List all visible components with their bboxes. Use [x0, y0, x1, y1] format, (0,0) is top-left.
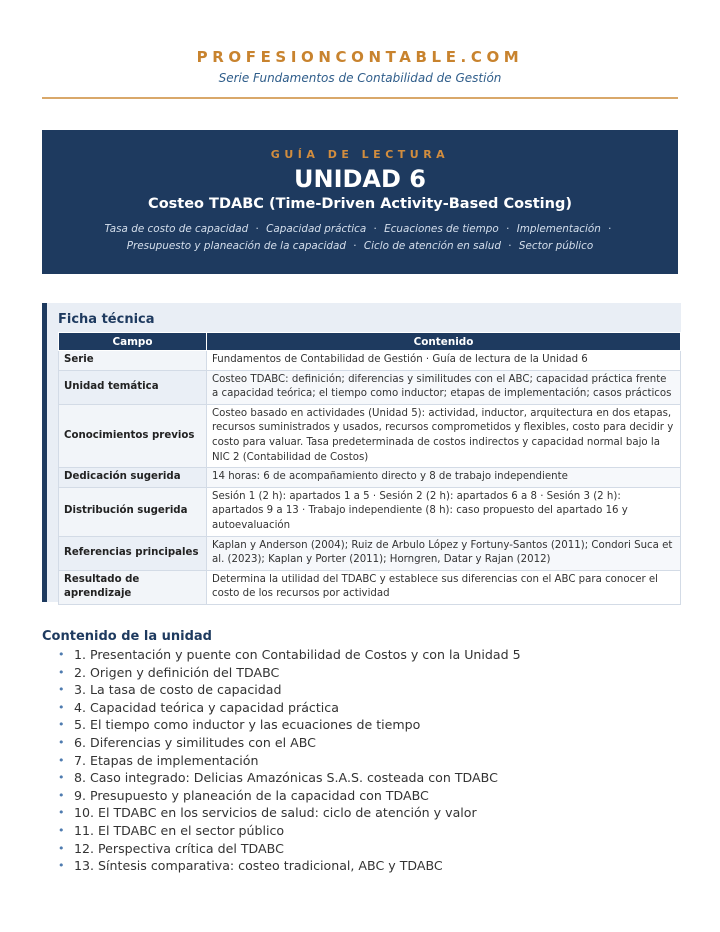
list-item [42, 822, 682, 840]
contenido-cell: 14 horas: 6 de acompañamiento directo y 8 de trabajo independiente [207, 468, 681, 488]
table-row [59, 487, 681, 536]
list-item [42, 840, 682, 858]
bullet-icon: • [58, 788, 65, 802]
topic-tag: Presupuesto y planeación de la capacidad [126, 240, 346, 252]
list-item-text: 9. Presupuesto y planeación de la capacidad con TDABC [74, 787, 429, 803]
list-item [42, 716, 682, 734]
contents-title: Contenido de la unidad [42, 629, 212, 644]
list-item [42, 804, 682, 822]
header-divider [42, 97, 678, 99]
bullet-icon: • [58, 823, 65, 837]
topic-tag: Ciclo de atención en salud [363, 240, 501, 252]
ficha-title: Ficha técnica [58, 312, 155, 327]
bullet-icon: • [58, 735, 65, 749]
table-row [59, 468, 681, 488]
table-row [59, 370, 681, 404]
topic-tag: Implementación [516, 223, 601, 235]
list-item-text: 3. La tasa de costo de capacidad [74, 682, 282, 698]
list-item [42, 664, 682, 682]
bullet-icon: • [58, 859, 65, 873]
bullet-icon: • [58, 806, 65, 820]
site-name: PROFESIONCONTABLE.COM [196, 48, 524, 66]
campo-cell: Dedicación sugerida [59, 468, 207, 488]
column-header-campo: Campo [59, 333, 207, 351]
unit-subtitle: Costeo TDABC (Time-Driven Activity-Based Costing) [148, 196, 572, 212]
list-item-text: 1. Presentación y puente con Contabilidad de Costos y con la Unidad 5 [74, 647, 521, 662]
bullet-icon: • [58, 683, 65, 697]
tag-separator: · [255, 223, 259, 235]
column-header-contenido: Contenido [207, 333, 681, 351]
bullet-icon: • [58, 700, 65, 714]
contents-list [42, 646, 682, 875]
list-item [42, 734, 682, 752]
list-item-text: 6. Diferencias y similitudes con el ABC [74, 734, 316, 750]
campo-cell: Referencias principales [59, 536, 207, 570]
bullet-icon: • [58, 665, 65, 679]
contenido-cell: Fundamentos de Contabilidad de Gestión · Guía de lectura de la Unidad 6 [207, 351, 681, 371]
list-item [42, 857, 682, 875]
topic-tag: Sector público [518, 240, 594, 252]
bullet-icon: • [58, 753, 65, 767]
series-subtitle: Serie Fundamentos de Contabilidad de Gestión [218, 71, 502, 85]
list-item [42, 681, 682, 699]
campo-cell: Unidad temática [59, 370, 207, 404]
campo-cell: Resultado de aprendizaje [59, 570, 207, 604]
list-item-text: 5. El tiempo como inductor y las ecuaciones de tiempo [74, 717, 421, 733]
list-item-text: 8. Caso integrado: Delicias Amazónicas S.A.S. costeada con TDABC [74, 770, 498, 786]
ficha-table [58, 332, 681, 605]
list-item [42, 752, 682, 770]
table-row [59, 351, 681, 371]
table-header-row [59, 333, 681, 351]
topic-tag: Tasa de costo de capacidad [104, 223, 249, 235]
list-item-text: 7. Etapas de implementación [74, 752, 259, 768]
site-header [42, 48, 678, 85]
contenido-cell: Kaplan y Anderson (2004); Ruiz de Arbulo López y Fortuny-Santos (2011); Condori Suca et al. (2023); Kaplan y Porter (2011); Horngren, Datar y Rajan (2012) [207, 536, 681, 570]
list-item [42, 769, 682, 787]
tag-separator: · [353, 240, 357, 252]
tag-separator: · [506, 223, 510, 235]
table-row [59, 570, 681, 604]
tag-separator: · [608, 223, 612, 235]
contenido-cell: Determina la utilidad del TDABC y establece sus diferencias con el ABC para conocer el costo de los recursos por actividad [207, 570, 681, 604]
bullet-icon: • [58, 841, 65, 855]
bullet-icon: • [58, 771, 65, 785]
ficha-tecnica-panel [42, 303, 681, 602]
tag-separator: · [373, 223, 377, 235]
list-item-text: 12. Perspectiva crítica del TDABC [74, 840, 284, 856]
list-item [42, 646, 682, 664]
tag-separator: · [508, 240, 512, 252]
list-item-text: 10. El TDABC en los servicios de salud: ciclo de atención y valor [74, 805, 477, 821]
campo-cell: Serie [59, 351, 207, 371]
topic-tags [75, 221, 645, 255]
list-item-text: 4. Capacidad teórica y capacidad práctica [74, 699, 339, 715]
list-item-text: 2. Origen y definición del TDABC [74, 664, 280, 680]
bullet-icon: • [58, 718, 65, 732]
campo-cell: Distribución sugerida [59, 487, 207, 536]
banner-kicker: GUÍA DE LECTURA [270, 148, 450, 161]
contenido-cell: Costeo TDABC: definición; diferencias y similitudes con el ABC; capacidad práctica frente a capacidad teórica; el tiempo como inductor; etapas de implementación; casos prácticos [207, 370, 681, 404]
table-row [59, 536, 681, 570]
bullet-icon: • [58, 648, 65, 661]
unit-banner [42, 130, 678, 274]
table-row [59, 404, 681, 467]
unit-title: UNIDAD 6 [294, 165, 426, 193]
unit-contents [42, 629, 682, 875]
campo-cell: Conocimientos previos [59, 404, 207, 467]
contenido-cell: Costeo basado en actividades (Unidad 5): actividad, inductor, arquitectura en dos etapas, recursos suministrados y usados, recursos comprometidos y flexibles, costo para decidir y costo para valuar. Tasa predeterminada de costos indirectos y capacidad normal bajo la NIC 2 (Contabilidad de Costos) [207, 404, 681, 467]
topic-tag: Capacidad práctica [266, 223, 367, 235]
list-item-text: 11. El TDABC en el sector público [74, 822, 285, 838]
list-item-text: 13. Síntesis comparativa: costeo tradicional, ABC y TDABC [74, 858, 443, 874]
list-item [42, 699, 682, 717]
topic-tag: Ecuaciones de tiempo [384, 223, 499, 235]
contenido-cell: Sesión 1 (2 h): apartados 1 a 5 · Sesión 2 (2 h): apartados 6 a 8 · Sesión 3 (2 h): apartados 9 a 13 · Trabajo independiente (8 h): caso propuesto del apartado 16 y autoevaluación [207, 487, 681, 536]
list-item [42, 787, 682, 805]
